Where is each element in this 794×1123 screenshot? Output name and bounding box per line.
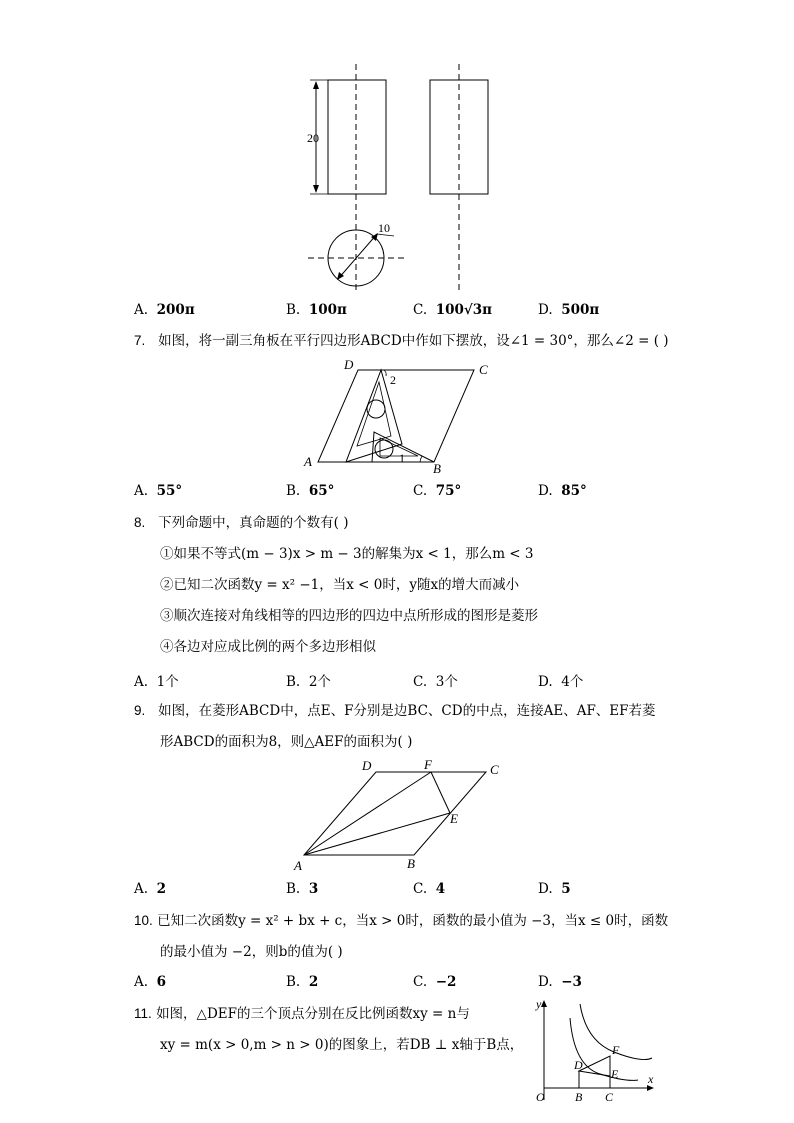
q8-item-1: ①如果不等式(m − 3)x > m − 3的解集为x < 1，那么m < 3 [160,546,534,562]
question-number: 9. [134,703,146,718]
q7-figure [300,356,500,474]
q8-item-3: ③顺次连接对角线相等的四边形的四边中点所形成的图形是菱形 [160,608,538,624]
q9-option-c[interactable]: C. 4 [413,881,446,897]
parallelogram-abcd [318,370,474,462]
label-a: A [304,454,312,469]
q7-option-a[interactable]: A. 55° [134,483,183,499]
q7-option-b[interactable]: B. 65° [286,483,335,499]
q8-option-a[interactable]: A. 1个 [134,674,179,690]
label-d: D [362,758,372,773]
question-number: 11. [134,1006,152,1021]
q9-option-d[interactable]: D. 5 [538,881,571,897]
q10-option-d[interactable]: D. −3 [538,974,582,990]
label-e: E [611,1067,619,1081]
q9-option-a[interactable]: A. 2 [134,881,167,897]
label-o: O [536,1090,545,1104]
q6-option-d[interactable]: D. 500π [538,302,600,318]
q11-stem-line2: xy = m(x > 0,m > n > 0)的图象上，若DB ⊥ x轴于B点， [160,1037,524,1053]
label-c: C [605,1090,614,1104]
q11-stem-line1: 11. 如图，△DEF的三个顶点分别在反比例函数xy = n与 [134,1006,470,1022]
question-number: 7. [134,333,146,348]
label-d: D [574,1058,583,1072]
label-d: D [344,357,354,372]
label-b: B [407,856,415,871]
diameter-label: 10 [378,221,390,235]
label-b: B [575,1090,583,1104]
q9-option-b[interactable]: B. 3 [286,881,319,897]
label-c: C [479,362,488,377]
question-number: 10. [134,913,153,928]
q7-stem: 7. 如图，将一副三角板在平行四边形ABCD中作如下摆放，设∠1 = 30°，那么∠2 = ( ) [134,333,669,349]
label-c: C [490,762,499,777]
q6-option-c[interactable]: C. 100√3π [413,302,493,318]
angle-1-label: 1 [399,451,405,465]
q9-stem-line2: 形ABCD的面积为8，则△AEF的面积为( ) [160,734,413,750]
q10-option-c[interactable]: C. −2 [413,974,457,990]
q8-stem: 8. 下列命题中，真命题的个数有( ) [134,515,349,531]
angle-2-label: 2 [390,373,396,387]
rhombus-abcd [304,772,486,855]
q7-option-c[interactable]: C. 75° [413,483,462,499]
label-a: A [294,858,302,873]
q8-item-2: ②已知二次函数y = x² −1，当x < 0时，y随x的增大而减小 [160,577,520,593]
q7-option-d[interactable]: D. 85° [538,483,587,499]
front-view-rect [328,80,386,194]
label-y: y [536,997,542,1011]
q8-option-b[interactable]: B. 2个 [286,674,331,690]
q10-option-b[interactable]: B. 2 [286,974,319,990]
q6-figure [296,62,492,294]
label-f: F [612,1043,620,1057]
q9-stem-line1: 9. 如图，在菱形ABCD中，点E、F分别是边BC、CD的中点，连接AE、AF、EF若菱 [134,703,656,719]
question-number: 8. [134,515,146,530]
q8-option-d[interactable]: D. 4个 [538,674,584,690]
q10-option-a[interactable]: A. 6 [134,974,167,990]
q8-item-4: ④各边对应成比例的两个多边形相似 [160,639,376,655]
q6-option-b[interactable]: B. 100π [286,302,347,318]
label-e: E [450,811,458,826]
q8-option-c[interactable]: C. 3个 [413,674,458,690]
label-x: x [648,1072,654,1086]
q10-stem-line2: 的最小值为 −2，则b的值为( ) [160,944,343,960]
height-label: 20 [307,131,319,145]
label-b: B [433,461,441,474]
triangle-def [579,1056,610,1076]
q10-stem-line1: 10. 已知二次函数y = x² + bx + c，当x > 0时，函数的最小值为 −3，当x ≤ 0时，函数 [134,913,669,929]
q9-figure [290,757,510,875]
label-f: F [424,757,432,772]
q6-option-a[interactable]: A. 200π [134,302,195,318]
q11-figure [530,996,660,1104]
